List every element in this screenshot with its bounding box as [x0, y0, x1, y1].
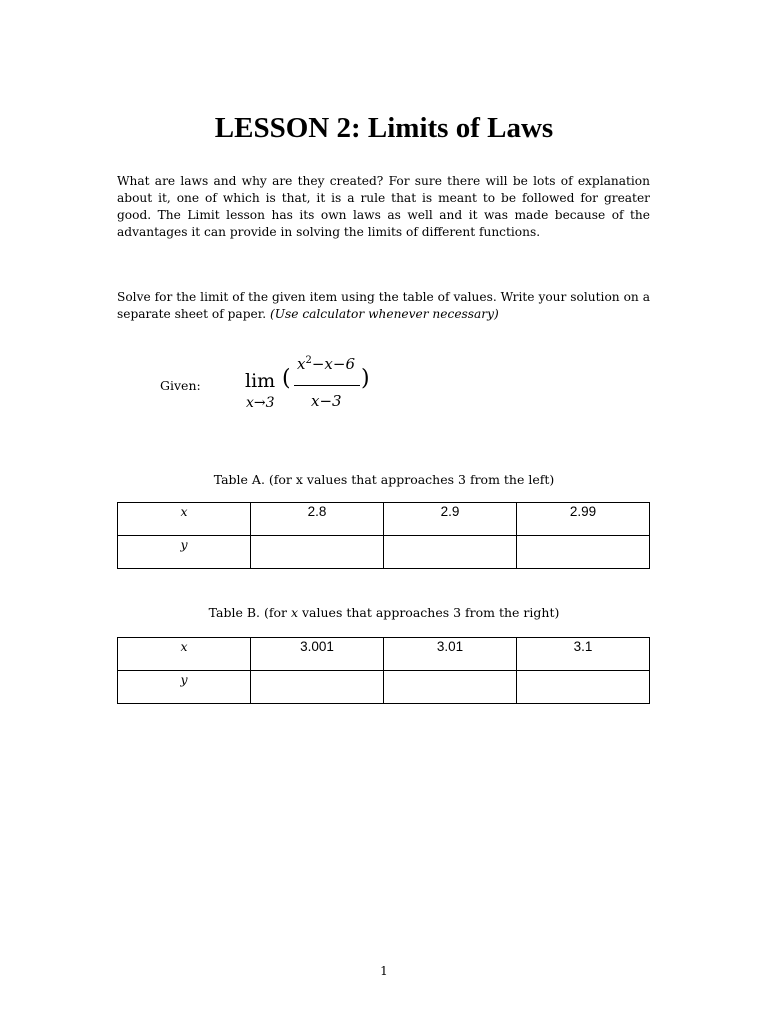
open-paren: (	[282, 366, 291, 391]
table-a-y-cell	[251, 536, 384, 569]
table-a-x-cell: 2.99	[517, 503, 650, 536]
table-b	[117, 637, 650, 704]
lesson-title: LESSON 2: Limits of Laws	[214, 112, 554, 144]
table-b-y-row	[118, 671, 650, 704]
table-b-x-row	[118, 638, 650, 671]
table-a-y-label: y	[118, 536, 251, 569]
table-a-x-cell: 2.8	[251, 503, 384, 536]
lim-subscript: x→3	[246, 395, 275, 411]
instruction-paragraph	[117, 289, 650, 323]
table-b-caption: Table B. (for x values that approaches 3 from the right)	[208, 605, 560, 620]
table-b-x-label: x	[118, 638, 251, 671]
table-a	[117, 502, 650, 569]
limit-formula	[242, 350, 382, 415]
page-number: 1	[380, 964, 388, 978]
close-paren: )	[361, 366, 370, 391]
table-b-y-cell	[384, 671, 517, 704]
lim-operator: lim	[245, 370, 276, 392]
table-a-x-row	[118, 503, 650, 536]
intro-paragraph: What are laws and why are they created? For sure there will be lots of explanation about it, one of which is that, it is a rule that is meant to be followed for greater good. The Limit lesson has its own laws as well and it was made because of the advantages it can provide in solving the limits of different functions.	[117, 174, 650, 239]
numerator: $x^2-x-6$	[297, 355, 355, 373]
table-a-y-row	[118, 536, 650, 569]
table-a-y-cell	[384, 536, 517, 569]
table-b-x-cell: 3.01	[384, 638, 517, 671]
table-a-x-label: x	[118, 503, 251, 536]
instruction-text: Solve for the limit of the given item using the table of values. Write your solution on a separate sheet of paper.	[117, 290, 650, 321]
table-b-y-cell	[251, 671, 384, 704]
table-b-x-cell: 3.1	[517, 638, 650, 671]
instruction-note: (Use calculator whenever necessary)	[269, 307, 499, 321]
table-b-y-label: y	[118, 671, 251, 704]
table-b-y-cell	[517, 671, 650, 704]
denominator: x−3	[311, 392, 342, 410]
table-a-x-cell: 2.9	[384, 503, 517, 536]
fraction-bar	[294, 385, 360, 386]
table-b-x-cell: 3.001	[251, 638, 384, 671]
table-a-caption: Table A. (for x values that approaches 3 from the left)	[213, 472, 555, 487]
table-a-y-cell	[517, 536, 650, 569]
given-label: Given:	[160, 378, 201, 393]
